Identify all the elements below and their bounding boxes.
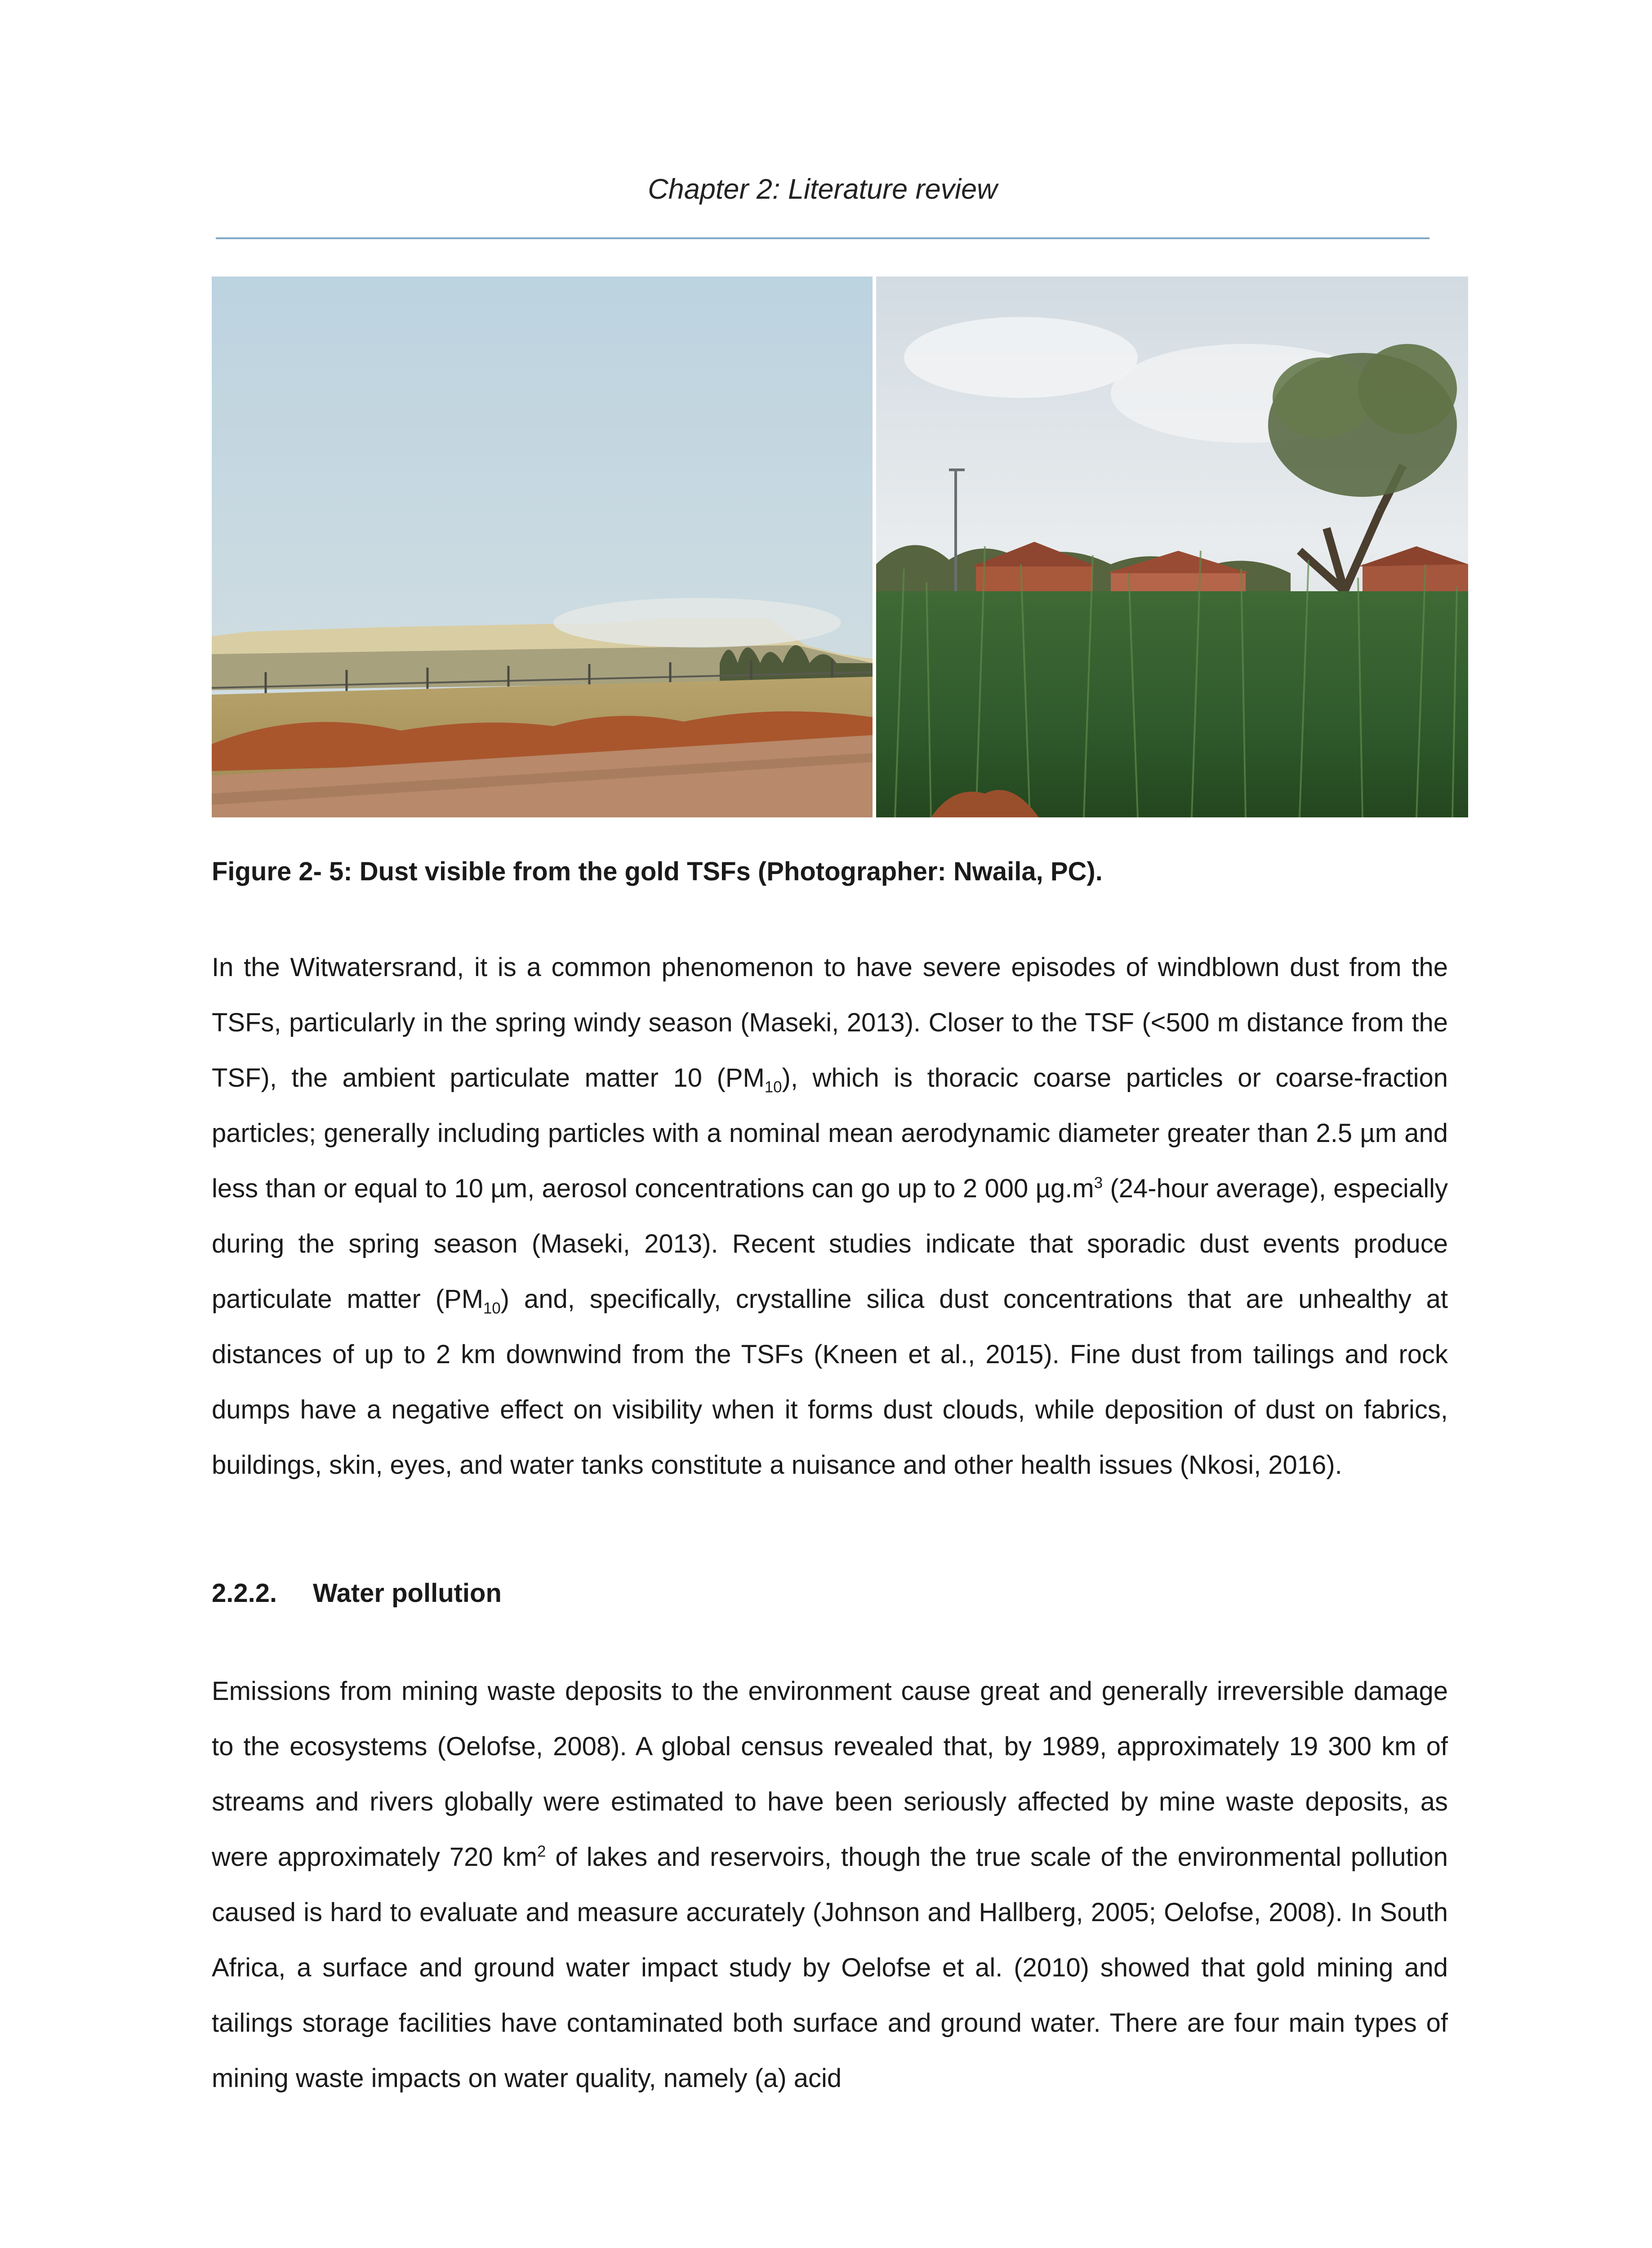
figure-caption: Figure 2- 5: Dust visible from the gold TSFs (Photographer: Nwaila, PC). — [212, 857, 1103, 886]
header-divider — [216, 237, 1429, 239]
section-title: Water pollution — [313, 1579, 502, 1608]
right-photo-reeds-and-houses — [876, 277, 1468, 817]
body-paragraph-windblown-dust: In the Witwatersrand, it is a common phenomenon to have severe episodes of windblown dust from the TSFs, particularly in the spring windy season (Maseki, 2013). Closer to the TSF (<500 m distance from the TSF), the ambient particulate matter 10 $(PM_{10})$, which is thoracic coarse particles or coarse-fraction particles; generally including particles with a nominal mean aerodynamic diameter greater than 2.5 µm and less than or equal to 10 µm, aerosol concentrations can go up to 2 000 $\mu g.m^3$ (24-hour average), especially during the spring season (Maseki, 2013). Recent studies indicate that sporadic dust events produce particulate matter $(PM_{10})$ and, specifically, crystalline silica dust concentrations that are unhealthy at distances of up to 2 km downwind from the TSFs (Kneen et al., 2015). Fine dust from tailings and rock dumps have a negative effect on visibility when it forms dust clouds, while deposition of dust on fabrics, buildings, skin, eyes, and water tanks constitute a nuisance and other health issues (Nkosi, 2016). — [212, 953, 1448, 1480]
section-number: 2.2.2. — [212, 1579, 277, 1608]
figure-photographs — [212, 277, 1468, 817]
left-photo-dust-plume — [212, 277, 873, 817]
body-paragraph-water-pollution: Emissions from mining waste deposits to the environment cause great and generally irreversible damage to the ecosystems (Oelofse, 2008). A global census revealed that, by 1989, approximately 19 300 km of streams and rivers globally were estimated to have been seriously affected by mine waste deposits, as were approximately 720 $km^2$ of lakes and reservoirs, though the true scale of the environmental pollution caused is hard to evaluate and measure accurately (Johnson and Hallberg, 2005; Oelofse, 2008). In South Africa, a surface and ground water impact study by Oelofse et al. (2010) showed that gold mining and tailings storage facilities have contaminated both surface and ground water. There are four main types of mining waste impacts on water quality, namely (a) acid — [212, 1677, 1448, 2093]
running-header: Chapter 2: Literature review — [648, 174, 997, 205]
section-heading-water-pollution — [212, 1578, 502, 1608]
